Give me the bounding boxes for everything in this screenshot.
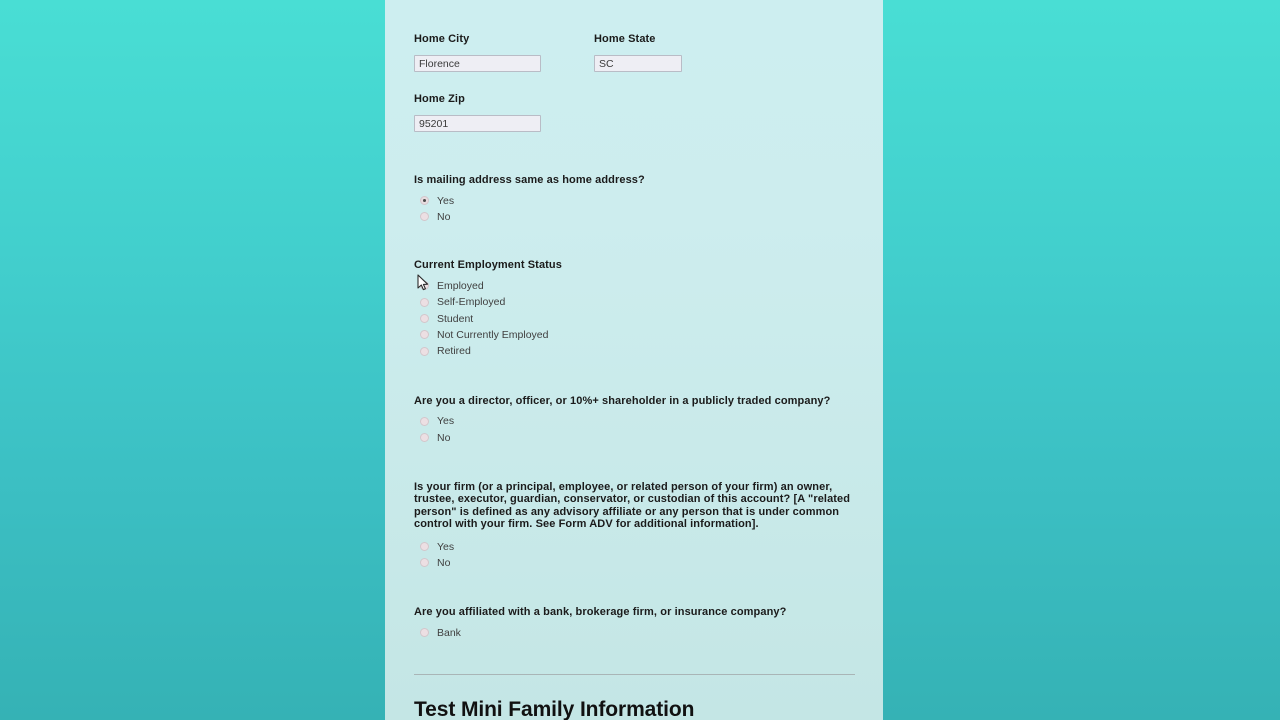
radio-option-no[interactable] xyxy=(414,429,856,445)
radio-option-retired[interactable] xyxy=(414,343,856,359)
radio-group-employment-status xyxy=(414,278,856,360)
radio-icon[interactable] xyxy=(420,212,429,221)
section-heading-family-information: Test Mini Family Information xyxy=(414,697,695,720)
question-director-officer-shareholder xyxy=(414,395,856,446)
home-state-label: Home State xyxy=(594,33,656,45)
section-divider xyxy=(414,674,855,675)
radio-icon[interactable] xyxy=(420,542,429,551)
radio-option-label: Self-Employed xyxy=(437,296,506,309)
question-employment-status xyxy=(414,259,856,359)
question-label: Is mailing address same as home address? xyxy=(414,174,645,186)
radio-option-no[interactable] xyxy=(414,209,856,225)
radio-option-label: No xyxy=(437,431,451,444)
radio-option-label: Employed xyxy=(437,279,484,292)
home-zip-label: Home Zip xyxy=(414,93,465,105)
radio-icon[interactable] xyxy=(420,433,429,442)
radio-icon[interactable] xyxy=(420,298,429,307)
radio-icon[interactable] xyxy=(420,314,429,323)
question-mailing-address-same xyxy=(414,174,856,225)
radio-option-bank[interactable] xyxy=(414,625,856,641)
radio-option-no[interactable] xyxy=(414,555,856,571)
home-zip-field-group xyxy=(414,93,856,132)
home-city-label: Home City xyxy=(414,33,470,45)
question-firm-related-person xyxy=(414,481,856,571)
radio-group-firm-related-person xyxy=(414,538,856,571)
radio-icon[interactable] xyxy=(420,558,429,567)
address-row xyxy=(414,33,856,77)
radio-option-yes[interactable] xyxy=(414,538,856,554)
radio-icon[interactable] xyxy=(420,628,429,637)
radio-option-label: Retired xyxy=(437,345,471,358)
home-city-field-group xyxy=(414,33,541,72)
question-label: Current Employment Status xyxy=(414,259,562,272)
radio-option-label: Yes xyxy=(437,194,455,207)
radio-icon[interactable] xyxy=(420,417,429,426)
form-content xyxy=(414,0,856,720)
form-panel xyxy=(385,0,883,720)
radio-option-label: Bank xyxy=(437,626,461,639)
radio-option-label: Yes xyxy=(437,540,455,553)
radio-option-label: No xyxy=(437,210,451,223)
radio-option-label: Not Currently Employed xyxy=(437,328,549,341)
radio-icon[interactable] xyxy=(420,347,429,356)
radio-option-employed[interactable] xyxy=(414,278,856,294)
radio-option-not-currently-employed[interactable] xyxy=(414,327,856,343)
radio-group-mailing-address-same xyxy=(414,192,856,225)
question-bank-brokerage-affiliation xyxy=(414,606,856,641)
radio-group-bank-brokerage-affiliation xyxy=(414,625,856,641)
radio-option-label: Student xyxy=(437,312,474,325)
radio-group-director-officer-shareholder xyxy=(414,413,856,446)
radio-option-label: No xyxy=(437,556,451,569)
radio-option-yes[interactable] xyxy=(414,413,856,429)
home-state-field-group xyxy=(594,33,682,72)
home-zip-input[interactable] xyxy=(414,115,541,132)
radio-option-label: Yes xyxy=(437,415,455,428)
radio-icon[interactable] xyxy=(420,196,429,205)
question-label: Are you affiliated with a bank, brokerage firm, or insurance company? xyxy=(414,606,787,619)
home-city-input[interactable] xyxy=(414,55,541,72)
home-state-input[interactable] xyxy=(594,55,682,72)
radio-icon[interactable] xyxy=(420,330,429,339)
question-label: Are you a director, officer, or 10%+ shareholder in a publicly traded company? xyxy=(414,394,831,407)
radio-option-yes[interactable] xyxy=(414,192,856,208)
radio-icon[interactable] xyxy=(420,281,429,290)
radio-option-self-employed[interactable] xyxy=(414,294,856,310)
question-label: Is your firm (or a principal, employee, or related person of your firm) an owner, trustee, executor, guardian, conservator, or custodian of this account? [A "related person" is defined as any advisory affiliate or any person that is under common control with your firm. See Form ADV for additional information]. xyxy=(414,480,851,530)
radio-option-student[interactable] xyxy=(414,310,856,326)
